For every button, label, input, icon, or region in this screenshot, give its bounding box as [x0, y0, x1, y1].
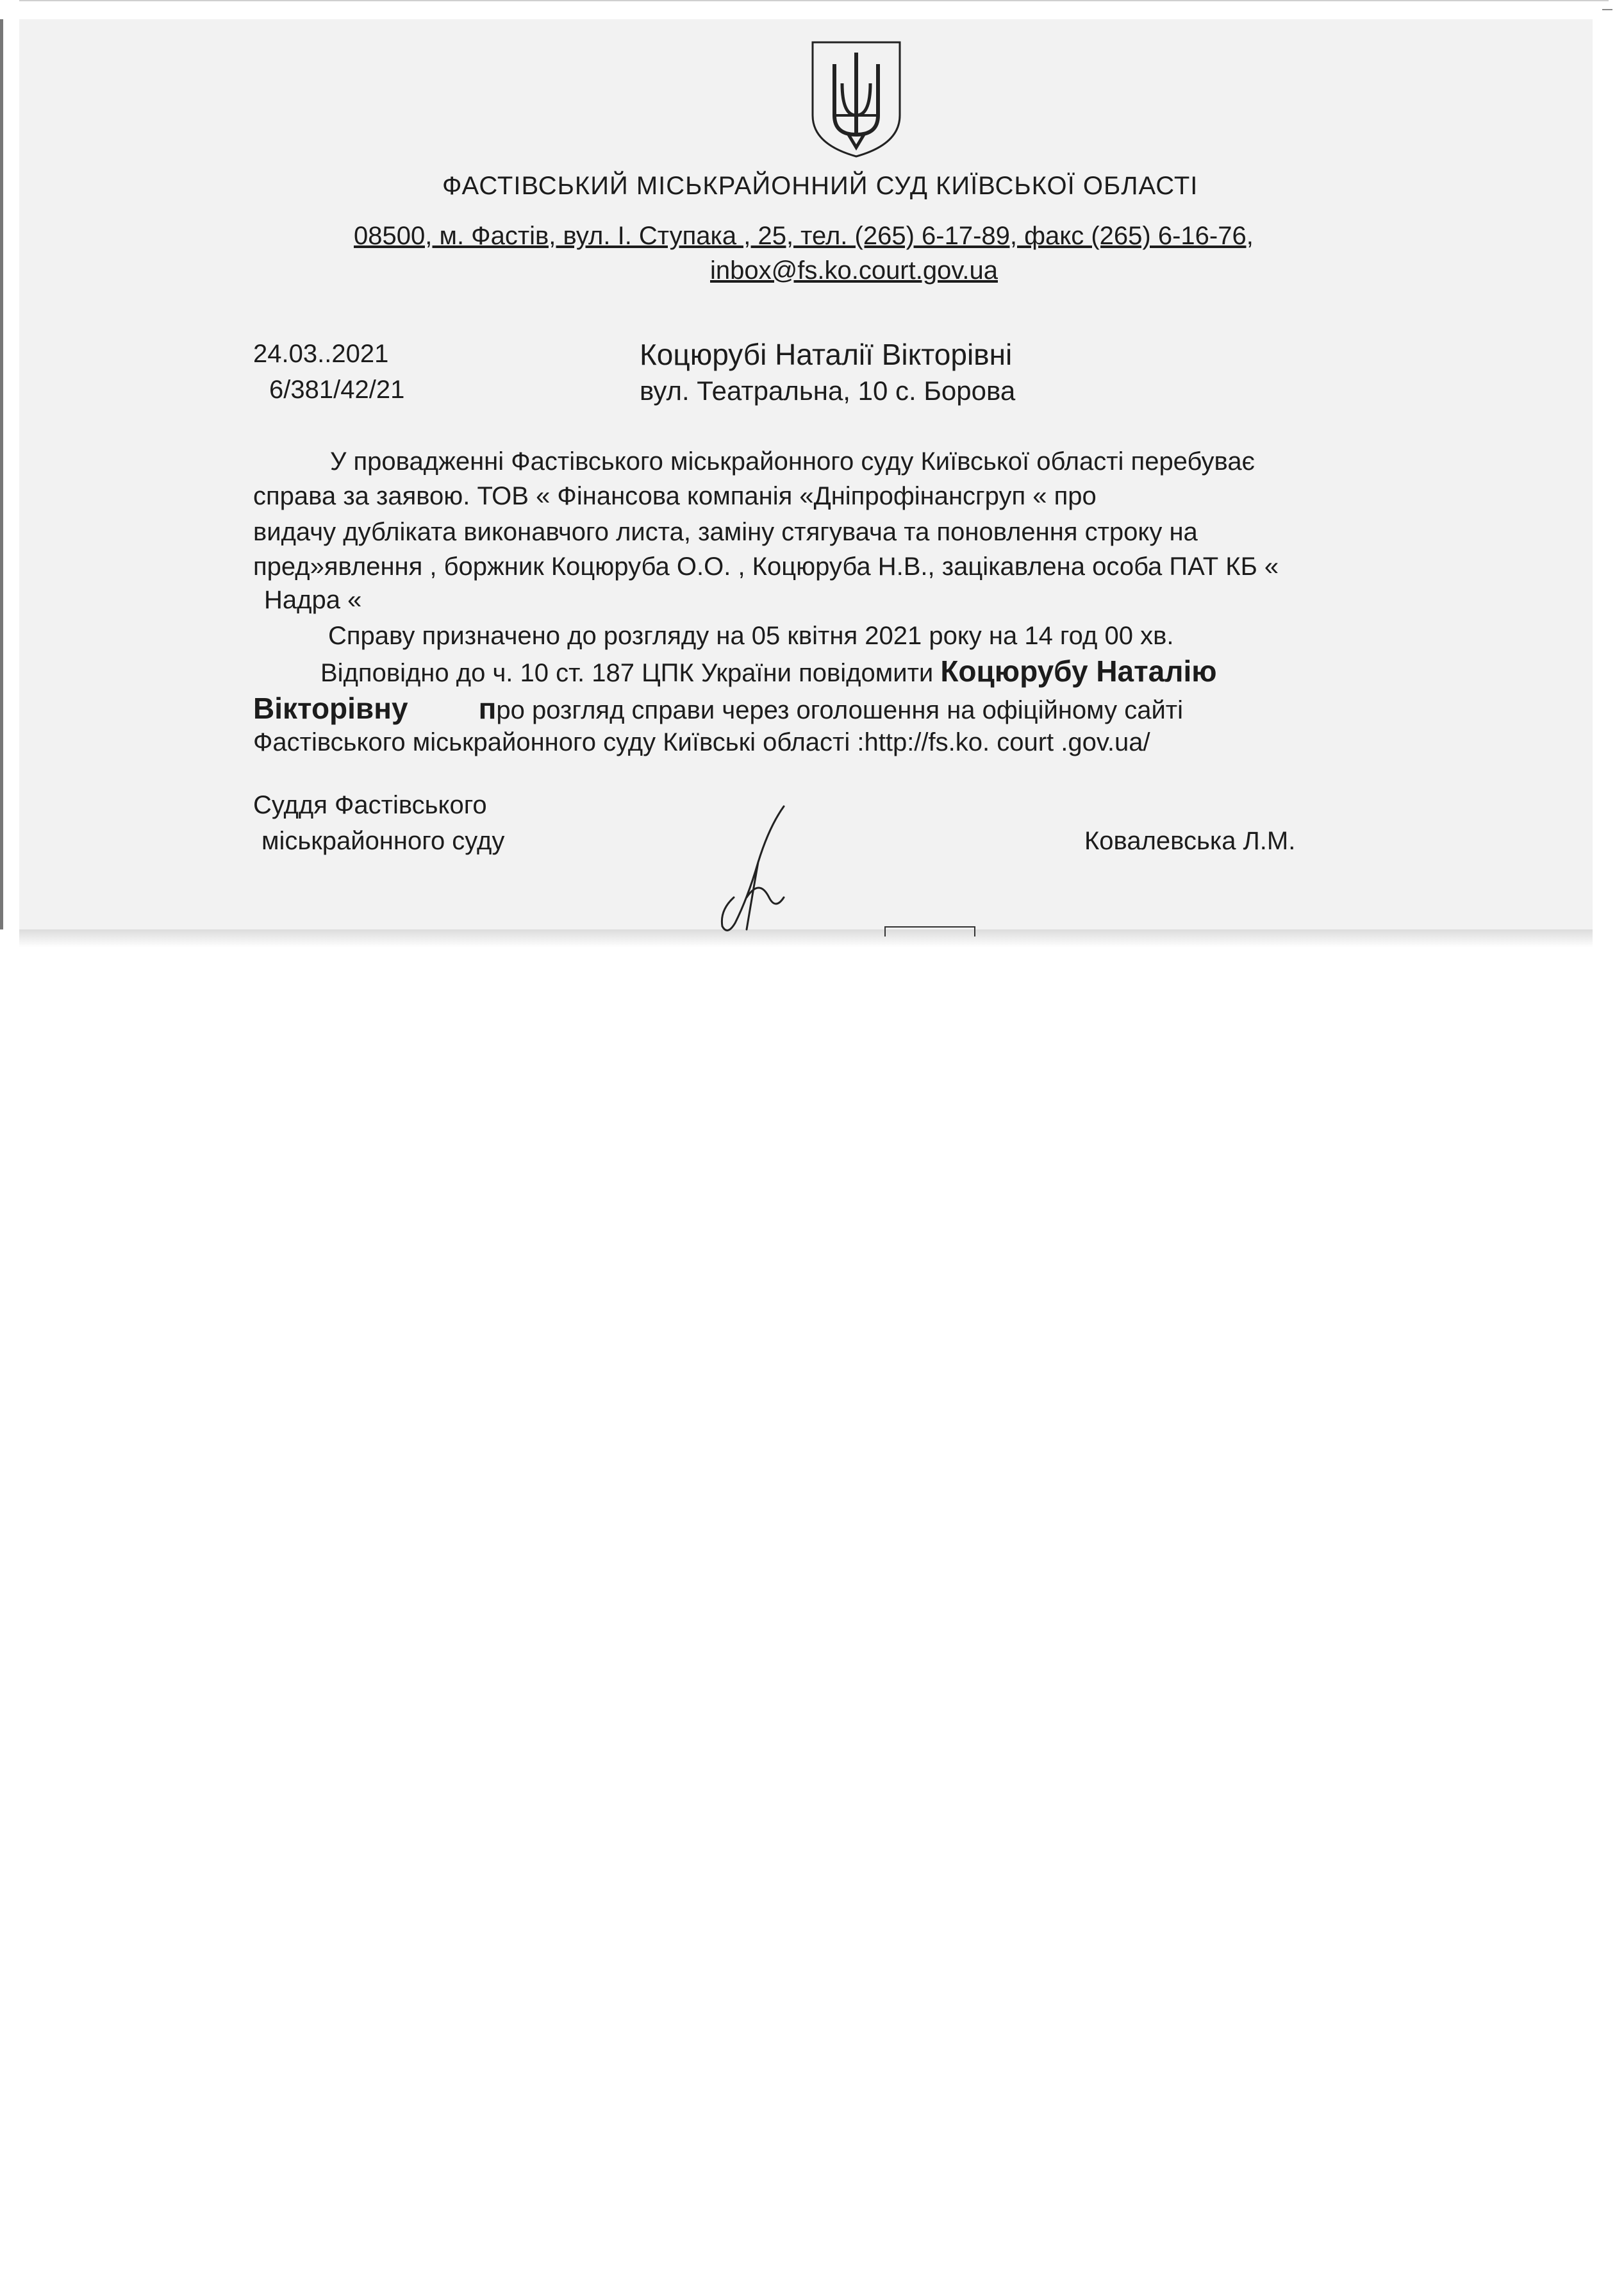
- body-line-1: У провадженні Фастівського міськрайонного суду Київської області перебуває: [330, 447, 1255, 476]
- scan-edge-top: [19, 0, 1609, 1]
- notice-line-2: [253, 691, 1183, 726]
- judge-name: Ковалевська Л.М.: [1084, 827, 1296, 855]
- body-line-2: справа за заявою. ТОВ « Фінансова компанія «Дніпрофінансгруп « про: [253, 482, 1097, 510]
- judge-title: Суддя Фастівського: [253, 791, 487, 819]
- case-number: 6/381/42/21: [269, 376, 405, 404]
- court-email-link[interactable]: inbox@fs.ko.court.gov.ua: [710, 256, 998, 285]
- stamp-fragment: [884, 926, 975, 937]
- scan-edge-left: [0, 19, 3, 929]
- recipient-name: Коцюрубі Наталії Вікторівні: [640, 338, 1013, 371]
- coat-of-arms-icon: [809, 38, 904, 160]
- notice-line-text: Відповідно до ч. 10 ст. 187 ЦПК України повідомити: [320, 659, 941, 687]
- hearing-date-line: Справу призначено до розгляду на 05 квітня 2021 року на 14 год 00 хв.: [328, 622, 1174, 650]
- fold-shadow: [19, 929, 1593, 947]
- body-line-3: видачу дубліката виконавчого листа, заміну стягувача та поновлення строку на: [253, 518, 1198, 546]
- judge-court: міськрайонного суду: [261, 827, 505, 855]
- body-line-5: Надра «: [264, 586, 362, 614]
- letter-date: 24.03..2021: [253, 340, 389, 368]
- website-line: Фастівського міськрайонного суду Київські області :http://fs.ko. court .gov.ua/: [253, 728, 1150, 756]
- bold-letter: п: [478, 692, 497, 725]
- court-name: ФАСТІВСЬКИЙ МІСЬКРАЙОННИЙ СУД КИЇВСЬКОЇ ОБЛАСТІ: [442, 172, 1198, 200]
- body-line-4: пред»явлення , боржник Коцюруба О.О. , Коцюруба Н.В., зацікавлена особа ПАТ КБ «: [253, 553, 1279, 581]
- scan-mark: [1602, 9, 1612, 10]
- notified-person-patronymic: Вікторівну: [253, 692, 408, 725]
- notified-person-name: Коцюрубу Наталію: [940, 654, 1217, 688]
- recipient-address: вул. Театральна, 10 с. Борова: [640, 376, 1016, 406]
- notice-line-2-text: ро розгляд справи через оголошення на офіційному сайті: [496, 696, 1184, 724]
- handwritten-signature: [708, 801, 804, 942]
- notice-line: [320, 654, 1217, 688]
- court-address: 08500, м. Фастів, вул. І. Ступака , 25, тел. (265) 6-17-89, факс (265) 6-16-76,: [354, 222, 1254, 250]
